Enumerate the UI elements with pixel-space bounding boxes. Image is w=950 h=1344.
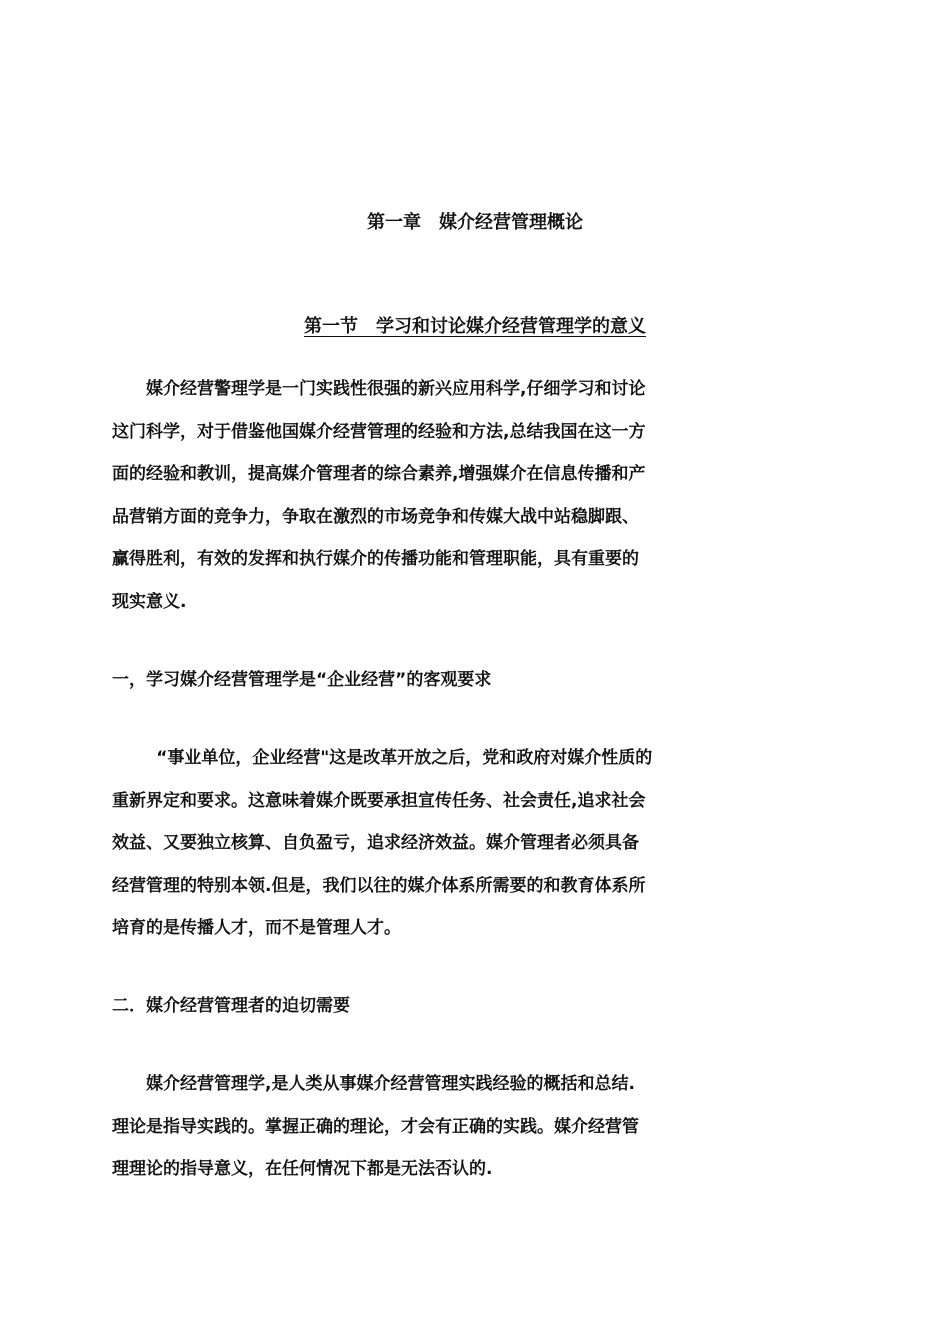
paragraph-enterprise-operation [112, 737, 732, 950]
paragraph-line: “事业单位，企业经营"这是改革开放之后，党和政府对媒介性质的 [156, 748, 653, 768]
paragraph-line: 重新界定和要求。这意味着媒介既要承担宣传任务、社会责任,追求社会 [112, 790, 646, 811]
paragraph-line: 这门科学，对于借鉴他国媒介经营管理的经验和方法,总结我国在这一方 [112, 421, 646, 442]
paragraph-line: 面的经验和教训，提高媒介管理者的综合素养,增强媒介在信息传播和产 [112, 464, 646, 484]
paragraph-line: 理论是指导实践的。掌握正确的理论，才会有正确的实践。媒介经营管 [112, 1116, 639, 1137]
paragraph-line: 效益、又要独立核算、自负盈亏，追求经济效益。媒介管理者必须具备 [112, 833, 639, 853]
paragraph-line: 经营管理的特别本领.但是，我们以往的媒介体系所需要的和教育体系所 [112, 875, 646, 896]
paragraph-line: 赢得胜利，有效的发挥和执行媒介的传播功能和管理职能，具有重要的 [112, 549, 639, 569]
paragraph-line: 品营销方面的竞争力，争取在激烈的市场竞争和传媒大战中站稳脚跟、 [112, 506, 639, 527]
subheading-enterprise-operation: 一，学习媒介经营管理学是“企业经营”的客观要求 [112, 670, 492, 690]
chapter-title: 第一章 媒介经营管理概论 [367, 212, 583, 233]
paragraph-urgent-need [112, 1063, 732, 1191]
subheading-urgent-need: 二．媒介经营管理者的迫切需要 [112, 996, 350, 1016]
section-title [0, 312, 950, 342]
paragraph-line: 现实意义. [112, 591, 187, 612]
paragraph-line: 培育的是传播人才，而不是管理人才。 [112, 918, 401, 938]
section-title-text: 第一节 学习和讨论媒介经营管理学的意义 [304, 316, 646, 337]
paragraph-significance [112, 368, 732, 623]
paragraph-line: 媒介经营管理学,是人类从事媒介经营管理实践经验的概括和总结. [146, 1074, 635, 1094]
paragraph-line: 媒介经营警理学是一门实践性很强的新兴应用科学,仔细学习和讨论 [146, 379, 646, 399]
paragraph-line: 理理论的指导意义，在任何情况下都是无法否认的. [112, 1159, 493, 1179]
